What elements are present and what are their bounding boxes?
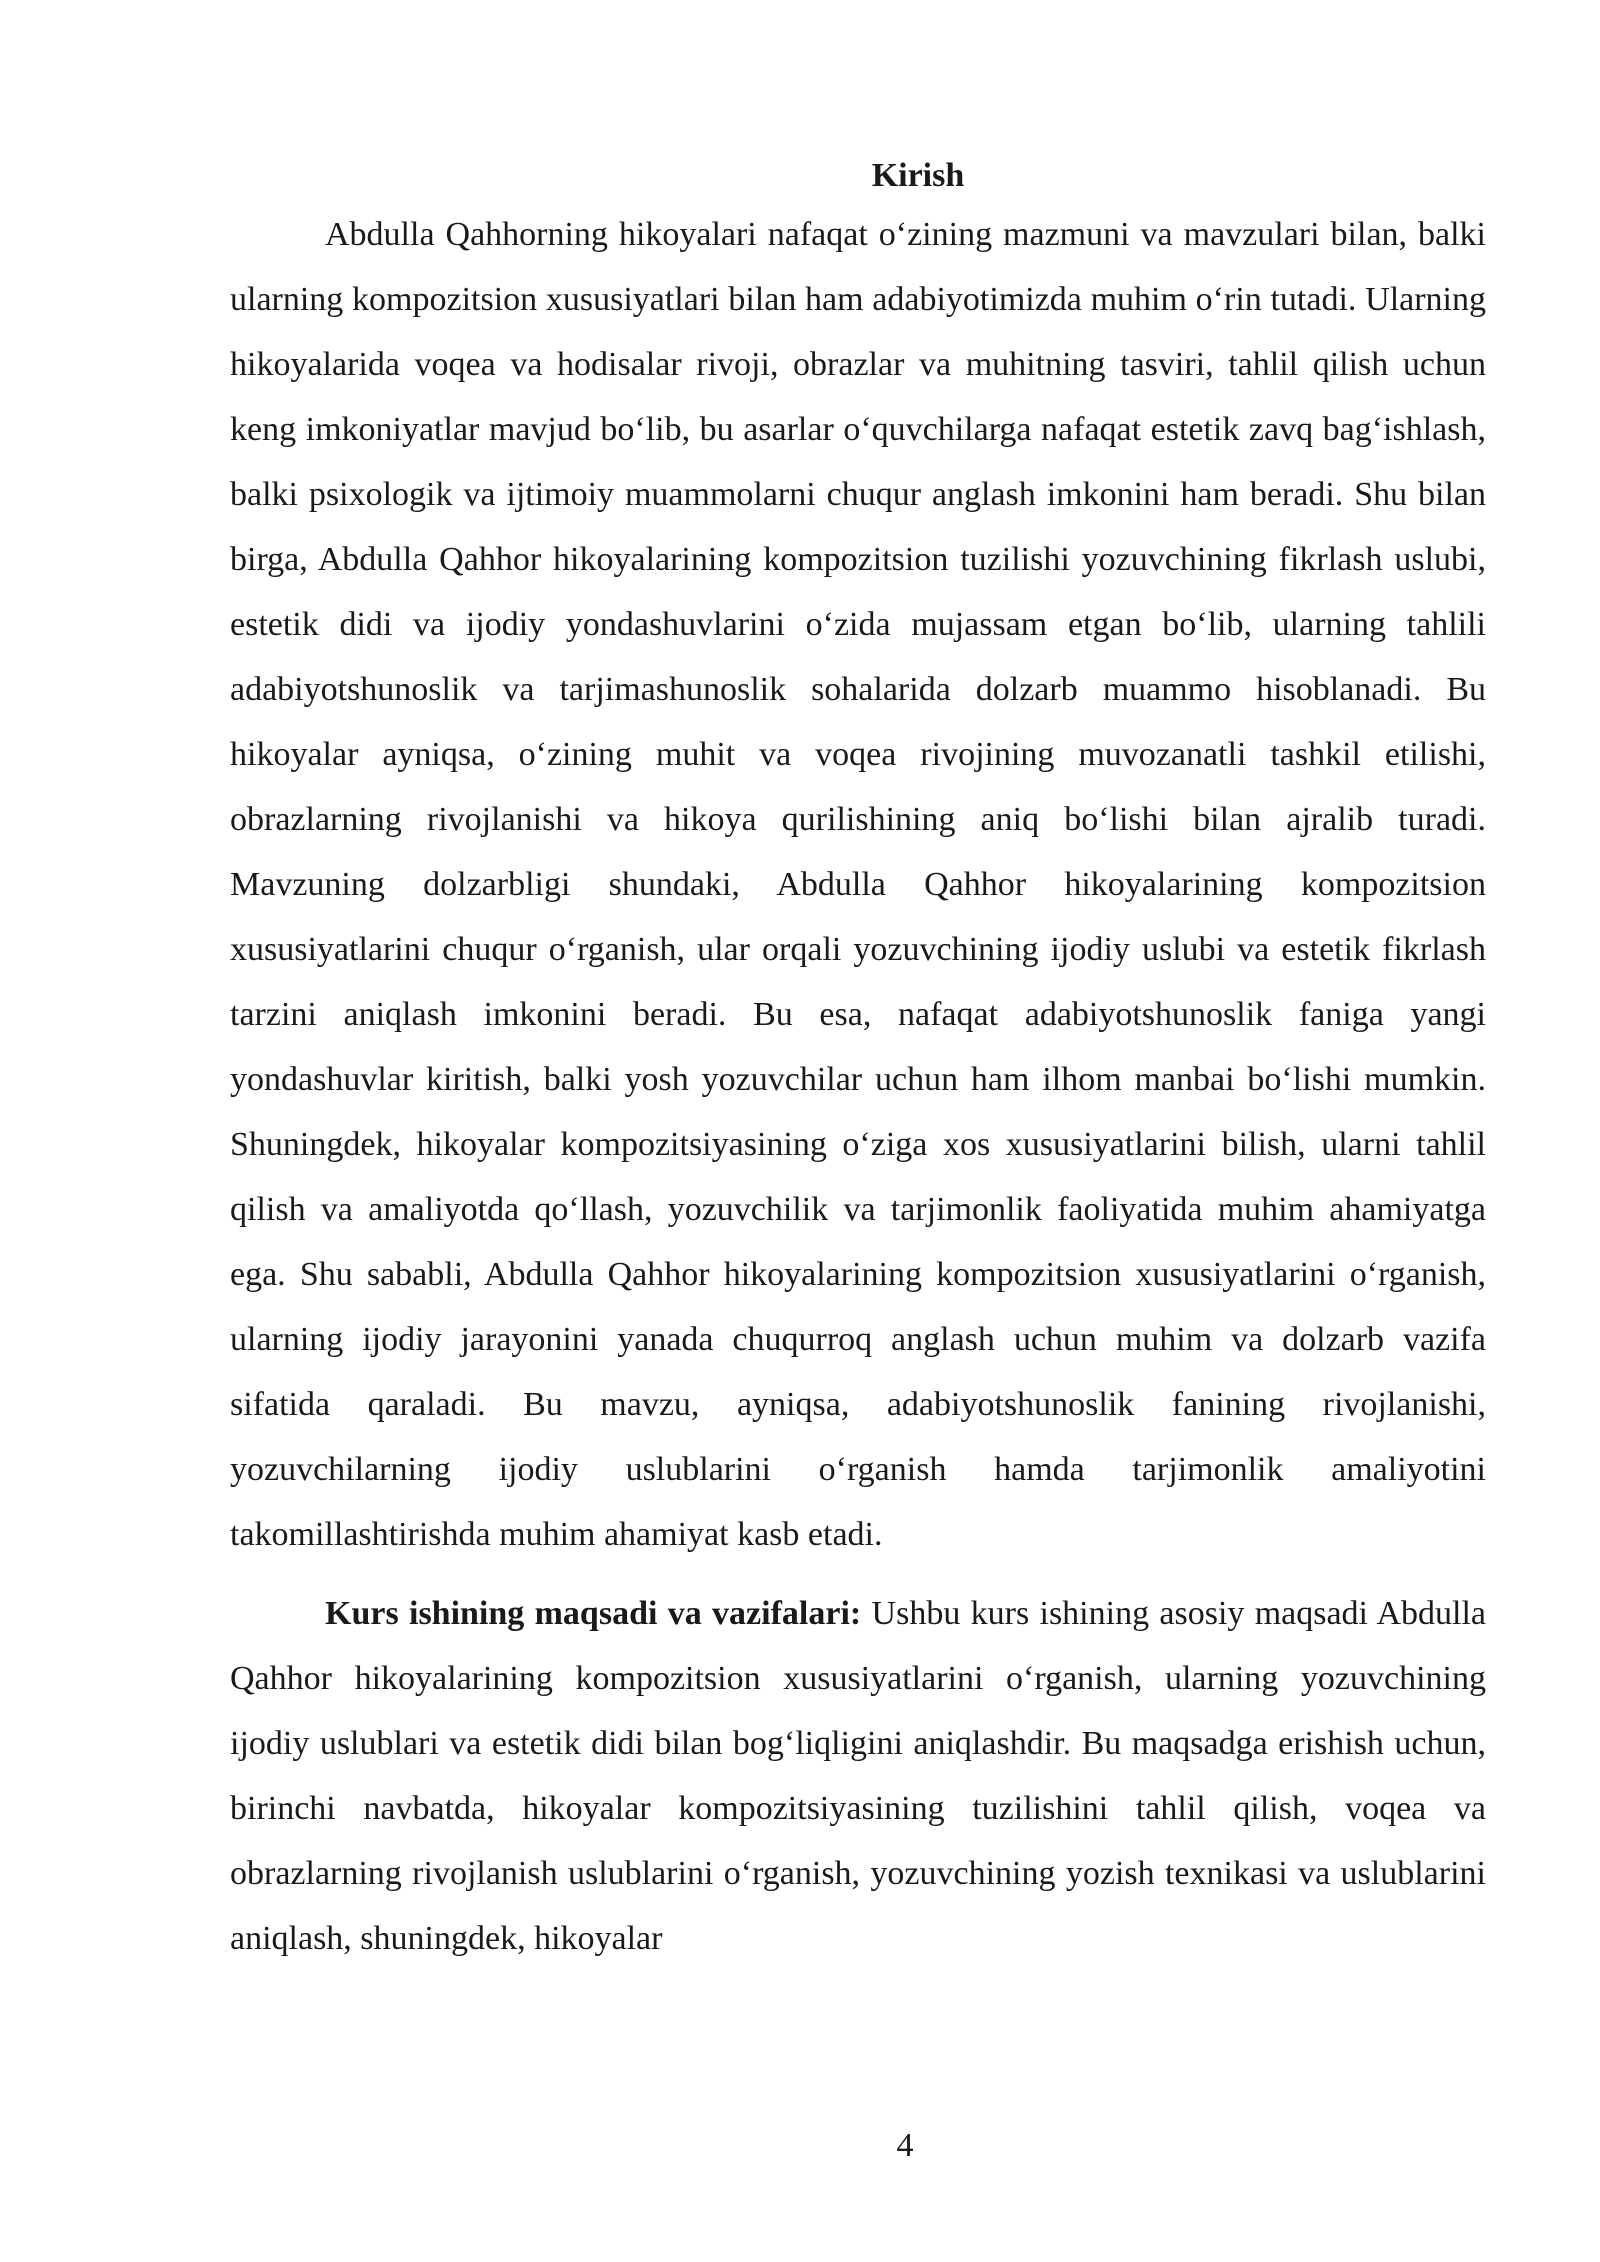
section-heading: Kirish: [871, 157, 965, 194]
paragraph-text: Ushbu kurs ishining asosiy maqsadi Abdulla Qahhor hikoyalarining kompozitsion xususiyatlarini o‘rganish, ularning yozuvchining ijodiy uslublari va estetik didi bilan bog‘liqligini aniqlashdir. Bu maqsadga erishish uchun, birinchi navbatda, hikoyalar kompozitsiyasining tuzilishini tahlil qilish, voqea va obrazlarning rivojlanish uslublarini o‘rganish, yozuvchining yozish texnikasi va uslublarini aniqlash, shuningdek, hikoyalar: [230, 1595, 1486, 1957]
document-page: [230, 150, 1486, 1971]
goals-paragraph: [230, 1581, 1486, 1971]
page-number: 4: [896, 2127, 914, 2164]
paragraph-text: Abdulla Qahhorning hikoyalari nafaqat o‘zining mazmuni va mavzulari bilan, balki ularning kompozitsion xususiyatlari bilan ham adabiyotimizda muhim o‘rin tutadi. Ularning hikoyalarida voqea va hodisalar rivoji, obrazlar va muhitning tasviri, tahlil qilish uchun keng imkoniyatlar mavjud bo‘lib, bu asarlar o‘quvchilarga nafaqat estetik zavq bag‘ishlash, balki psixologik va ijtimoiy muammolarni chuqur anglash imkonini ham beradi. Shu bilan birga, Abdulla Qahhor hikoyalarining kompozitsion tuzilishi yozuvchining fikrlash uslubi, estetik didi va ijodiy yondashuvlarini o‘zida mujassam etgan bo‘lib, ularning tahlili adabiyotshunoslik va tarjimashunoslik sohalarida dolzarb muammo hisoblanadi. Bu hikoyalar ayniqsa, o‘zining muhit va voqea rivojining muvozanatli tashkil etilishi, obrazlarning rivojlanishi va hikoya qurilishining aniq bo‘lishi bilan ajralib turadi. Mavzuning dolzarbligi shundaki, Abdulla Qahhor hikoyalarining kompozitsion xususiyatlarini chuqur o‘rganish, ular orqali yozuvchining ijodiy uslubi va estetik fikrlash tarzini aniqlash imkonini beradi. Bu esa, nafaqat adabiyotshunoslik faniga yangi yondashuvlar kiritish, balki yosh yozuvchilar uchun ham ilhom manbai bo‘lishi mumkin. Shuningdek, hikoyalar kompozitsiyasining o‘ziga xos xususiyatlarini bilish, ularni tahlil qilish va amaliyotda qo‘llash, yozuvchilik va tarjimonlik faoliyatida muhim ahamiyatga ega. Shu sababli, Abdulla Qahhor hikoyalarining kompozitsion xususiyatlarini o‘rganish, ularning ijodiy jarayonini yanada chuqurroq anglash uchun muhim va dolzarb vazifa sifatida qaraladi. Bu mavzu, ayniqsa, adabiyotshunoslik fanining rivojlanishi, yozuvchilarning ijodiy uslublarini o‘rganish hamda tarjimonlik amaliyotini takomillashtirishda muhim ahamiyat kasb etadi.: [230, 216, 1486, 1553]
paragraph-lead: Kurs ishining maqsadi va vazifalari:: [325, 1595, 862, 1632]
intro-paragraph: [230, 202, 1486, 1567]
